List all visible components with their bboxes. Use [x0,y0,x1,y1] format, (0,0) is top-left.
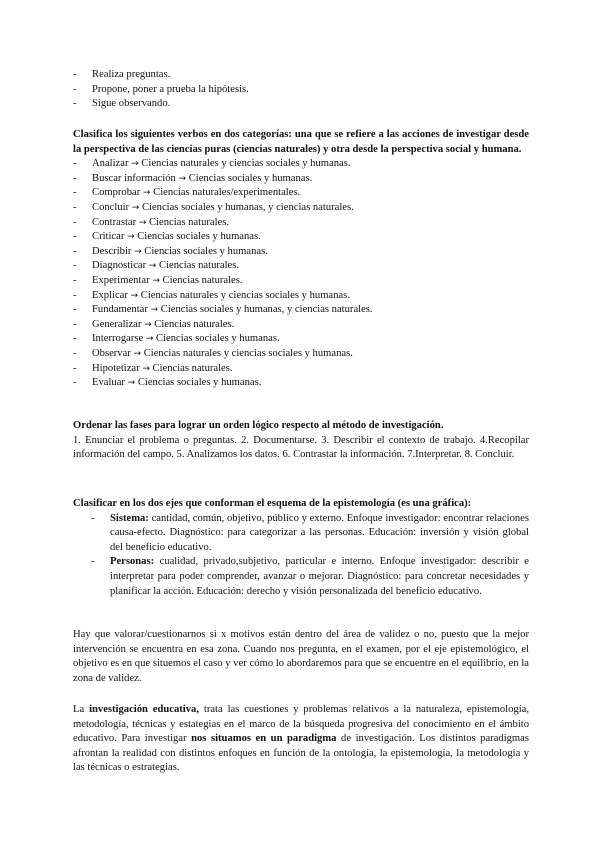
axis-text: cantidad, común, objetivo, público y externo. Enfoque investigador: encontrar relaciones causa-efecto. Diagnóstico: para categorizar a las personas. Educación: inversión y visión global del beneficio educativo. [110,512,529,553]
verb: Concluir [92,201,130,213]
axes-section [73,497,529,599]
axis-label: Sistema: [110,512,149,524]
category: Ciencias naturales. [152,362,233,374]
validity-paragraph: Hay que valorar/cuestionarnos si x motivos están dentro del área de validez o no, puesto que la mejor intervención se encuentra en esa zona. Cuando nos pregunta, en el examen, por el eje epistemológico, el objetivo es en que situemos el caso y ver cómo lo abordaremos para que se encuentre en el equilibrio, en la zona de validez. [73,629,529,684]
arrow-right-icon: → [142,188,151,199]
category: Ciencias naturales. [149,216,230,228]
verb-list [73,157,529,391]
verb: Contrastar [92,216,137,228]
arrow-right-icon: → [130,290,139,301]
arrow-right-icon: → [145,334,154,345]
research-paragraph [73,703,529,776]
verb-item [73,157,529,172]
order-section [73,419,529,463]
arrow-right-icon: → [127,232,135,243]
list-item: - Propone, poner a prueba la hipótesis. [73,83,529,98]
verb: Analizar [92,158,129,170]
category: Ciencias naturales. [162,274,243,286]
arrow-right-icon: → [144,319,152,330]
category: Ciencias sociales y humanas. [137,377,262,389]
arrow-right-icon: → [150,305,159,316]
verb-item [73,376,529,391]
category: Ciencias sociales y humanas. [137,231,261,243]
verb-item [73,274,529,289]
classify-heading: Clasifica los siguientes verbos en dos categorías: una que se refiere a las acciones de investigar desde la perspectiva de las ciencias puras (ciencias naturales) y otra desde la perspectiva social y humana. [73,129,529,155]
arrow-right-icon: → [127,378,136,389]
arrow-right-icon: → [131,159,139,170]
verb-item [73,186,529,201]
para-text: trata las cuestiones y problemas relativos a la naturaleza, epistemología, metodología, técnicas y estategias en el marco de la búsqueda progresiva del conocimiento en el ámbito educativo. Para investigar [73,704,529,745]
category: Ciencias naturales. [154,318,235,330]
axis-item-personas [91,555,529,599]
axes-heading: Clasificar en los dos ejes que conforman el esquema de la epistemología (es una gráfica): [73,498,472,509]
category: Ciencias sociales y humanas. [156,333,280,345]
verb: Diagnosticar [92,260,147,272]
verb-item [73,347,529,362]
category: Ciencias naturales. [159,260,240,272]
verb-item [73,201,529,216]
verb: Explicar [92,289,128,301]
verb: Observar [92,347,131,359]
category: Ciencias sociales y humanas, y ciencias naturales. [141,201,354,213]
classify-section [73,128,529,391]
verb: Criticar [92,231,125,243]
verb-item [73,216,529,231]
verb-item [73,332,529,347]
arrow-right-icon: → [152,275,160,286]
arrow-right-icon: → [131,202,140,213]
category: Ciencias naturales y ciencias sociales y humanas. [143,347,353,359]
verb-item [73,318,529,333]
para-text: de investigación. Los distintos paradigmas afrontan la realidad con distintos enfoques en función de la ontología, la epistemología, la metodología y las técnicas o estrategias. [73,733,529,774]
verb-item [73,230,529,245]
verb-item [73,289,529,304]
verb: Fundamentar [92,304,148,316]
arrow-right-icon: → [142,363,150,374]
verb-item [73,245,529,260]
arrow-right-icon: → [148,261,157,272]
para-bold-term: nos situamos en un paradigma [191,733,337,745]
category: Ciencias naturales y ciencias sociales y humanas. [141,158,351,170]
arrow-right-icon: → [138,217,147,228]
order-text: 1. Enunciar el problema o preguntas. 2. Documentarse. 3. Describir el contexto de trabajo. 4.Recopilar información del campo. 5. Analizamos los datos. 6. Contrastar la información. 7.Interpretar. 8. Concluir. [73,434,529,461]
arrow-right-icon: → [134,246,142,257]
category: Ciencias naturales/experimentales. [153,187,301,199]
list-item: - Realiza preguntas. [73,68,529,83]
verb: Evaluar [92,377,125,389]
axis-text: cualidad, privado,subjetivo, particular e interno. Enfoque investigador: describir e interpretar para poder comprender, avanzar o mejorar. Diagnóstico: para concretar necesidades y planificar la acción. Educación: derecho y visión personalizada del beneficio educativo. [110,556,529,597]
category: Ciencias naturales y ciencias sociales y humanas. [140,289,350,301]
order-heading: Ordenar las fases para lograr un orden lógico respecto al método de investigación. [73,420,444,431]
verb-item [73,172,529,187]
axes-list [73,512,529,600]
axis-label: Personas: [110,556,155,568]
arrow-right-icon: → [133,348,142,359]
para-bold-term: investigación educativa, [89,704,199,715]
list-item: - Sigue observando. [73,97,529,112]
arrow-right-icon: → [178,173,187,184]
verb: Experimentar [92,274,150,286]
verb: Describir [92,245,132,257]
category: Ciencias sociales y humanas. [144,245,268,257]
verb: Interrogarse [92,333,144,345]
verb-item [73,259,529,274]
verb: Comprobar [92,187,141,199]
category: Ciencias sociales y humanas. [188,172,313,184]
verb: Buscar información [92,172,176,184]
para-text: La [73,704,90,715]
category: Ciencias sociales y humanas, y ciencias naturales. [160,304,373,316]
verb: Generalizar [92,318,142,330]
verb-item [73,362,529,377]
intro-list [73,68,529,112]
verb-item [73,303,529,318]
axis-item-sistema [91,512,529,556]
verb: Hipotetizar [92,362,140,374]
intro-section [73,68,529,112]
